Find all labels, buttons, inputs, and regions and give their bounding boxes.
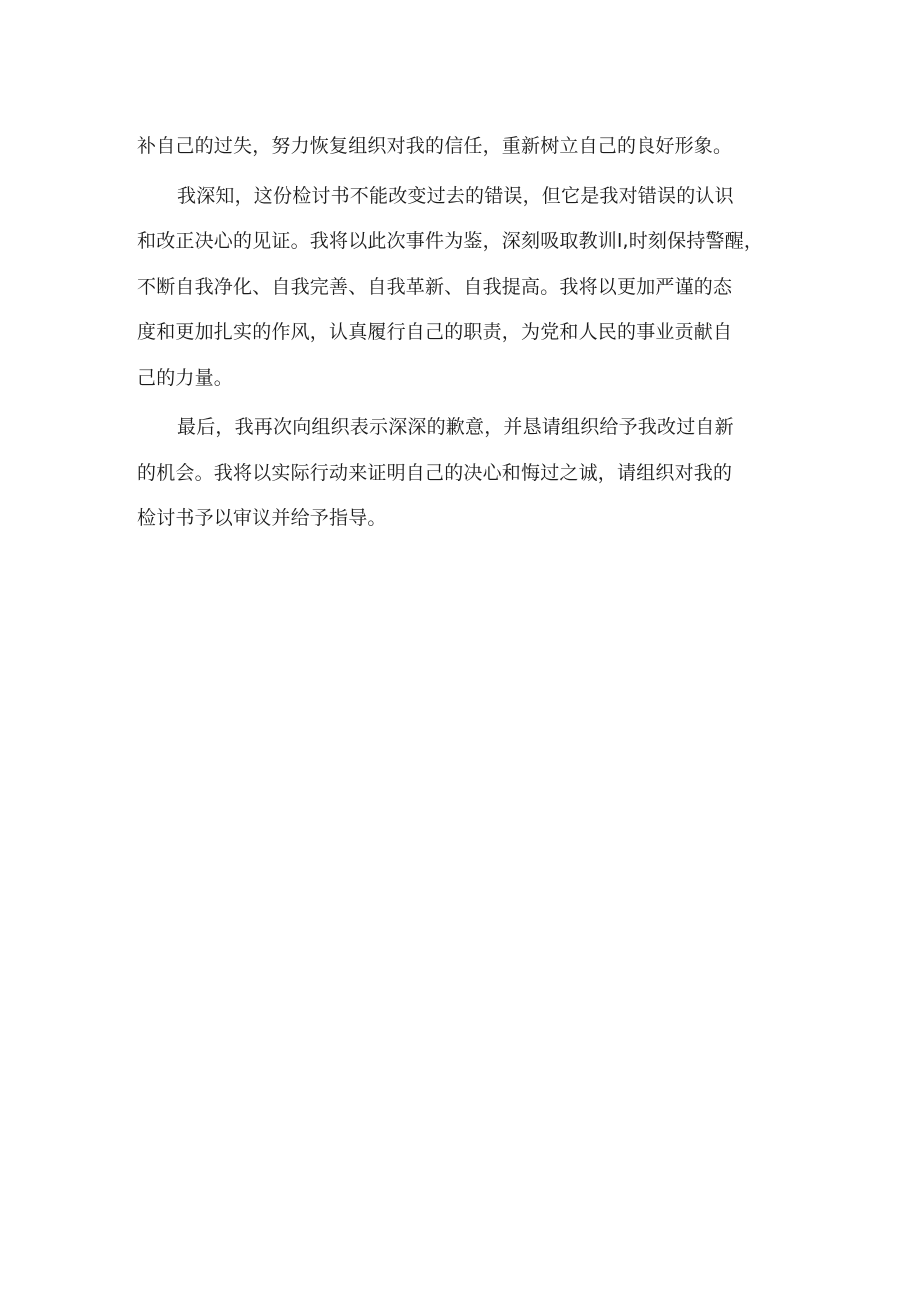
paragraph-3 [137, 405, 777, 542]
paragraph-line: 补自己的过失，努力恢复组织对我的信任，重新树立自己的良好形象。 [137, 135, 733, 157]
paragraph-line: 检讨书予以审议并给予指导。 [137, 507, 387, 529]
paragraph-line: 最后，我再次向组织表示深深的歉意，并恳请组织给予我改过自新 [177, 416, 734, 438]
paragraph-line: 度和更加扎实的作风，认真履行自己的职责，为党和人民的事业贡献自 [137, 321, 733, 343]
paragraph-line: 的机会。我将以实际行动来证明自己的决心和悔过之诚，请组织对我的 [137, 461, 733, 484]
paragraph-line: 和改正决心的见证。我将以此次事件为鉴，深刻吸取教训l,时刻保持警醒， [137, 230, 764, 252]
paragraph-line: 不断自我净化、自我完善、自我革新、自我提高。我将以更加严谨的态 [137, 275, 733, 298]
paragraph-2 [137, 174, 777, 402]
paragraph-1 [137, 124, 777, 170]
paragraph-line: 我深知，这份检讨书不能改变过去的错误，但它是我对错误的认识 [177, 184, 734, 207]
document-body [137, 124, 777, 542]
paragraph-line: 己的力量。 [137, 366, 234, 389]
